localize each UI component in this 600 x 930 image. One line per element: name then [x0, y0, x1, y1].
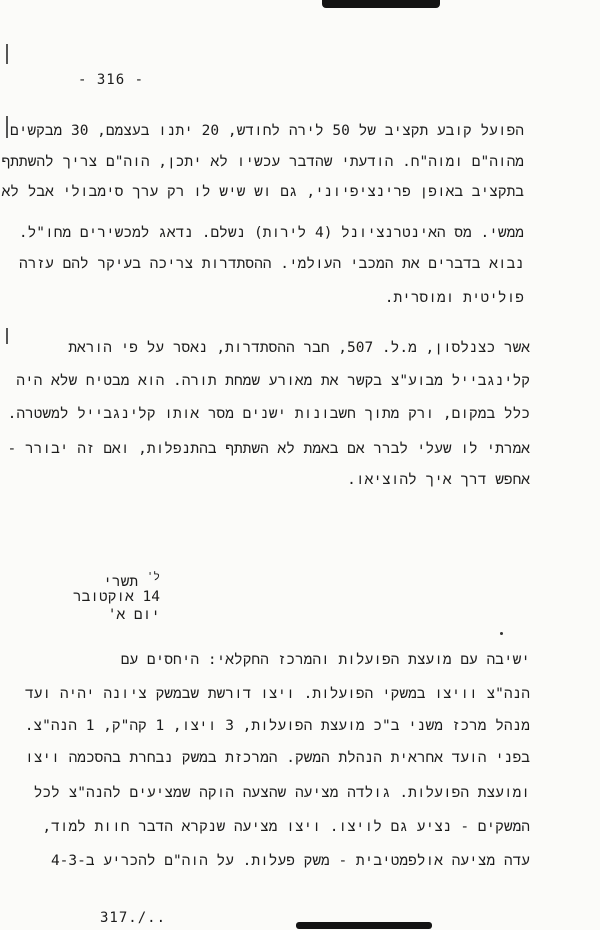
margin-mark [6, 328, 8, 344]
paragraph-2-line: כלל במקום, ורק מתוך חשבונות ישנים מסר אותו קלינגבייל למשטרה. [7, 406, 530, 422]
paragraph-1-line: ממשי. מס האינטרנציונל (4 לירות) נשלם. נדאג למכשירים מחו"ל. [18, 225, 524, 241]
page-number: - 316 - [78, 72, 145, 88]
weekday-marker: ל' [146, 570, 160, 583]
scan-edge-mark-top [322, 0, 440, 8]
paragraph-2-line: אחפש דרך איך להוציאו. [347, 472, 530, 488]
paragraph-3-line: הנה"צ וויצו במשקי הפועלות. ויצו דורשת שבמשק ציונה יהיה ועד [25, 686, 530, 702]
date-gregorian: 14 אוקטובר [72, 589, 160, 605]
continuation-page-ref: 317./.. [100, 910, 167, 926]
paragraph-2-line: אמרתי לו שעלי לברר אם באמת לא השתתף בהתנפלות, ואם זה יבורר - [7, 441, 530, 457]
paragraph-1-line: הפועל קובע תקציב של 50 לירה לחודש, 20 יתנו בעצמם, 30 מבקשים [10, 123, 524, 139]
paragraph-1-line: פוליטית ומוסרית. [384, 290, 524, 306]
paragraph-3-line: המשקים - נציע גם לויצו. ויצו מציעה שנקרא הדבר חוות למוד, [42, 819, 530, 835]
paragraph-1-line: מהוה"ם ומוה"ח. הודעתי שהדבר עכשיו לא יתכן, הוה"ם צריך להשתתף [1, 154, 524, 170]
margin-mark [6, 44, 8, 64]
margin-mark [6, 116, 8, 138]
paragraph-3-line: ישיבה עם מועצת הפועלות והמרכז החקלאי: היחסים עם [120, 652, 530, 668]
hebrew-month: תשרי [103, 573, 139, 590]
paragraph-2-line: אשר כצנלסון, מ.ל. 507, חבר ההסתדרות, נאסר על פי הוראת [68, 340, 530, 356]
paragraph-3-line: בפני הועד אחראית הנהלת המשק. המרכזת במשק נבחרת בהסכמה ויצו [25, 750, 530, 766]
paragraph-1-line: נבוא בדברים את המכבי העולמי. ההסתדרות צריכה בעיקר להם עזרה [19, 256, 524, 272]
paragraph-1-line: בתקציב באופן פרינציפיוני, גם וש שיש לו רק ערך סימבולי אבל לא [1, 184, 524, 200]
paragraph-3-line: עדה מציעה אולפמטיבית - משק פעלות. על הוה"ם להכריע ב-4-3 [50, 853, 530, 869]
ink-speck [500, 632, 503, 635]
scan-edge-mark-bottom [296, 922, 432, 929]
date-weekday: יום א' [107, 607, 160, 623]
paragraph-3-line: ומועצת הפועלות. גולדה מציעה שהצעה הוקה שמציעים להנה"צ לכל [33, 785, 530, 801]
paragraph-3-line: מנהל מרכז משני ב"כ מועצת הפועלות, 3 ויצו, 1 קה"ק, 1 הנה"צ. [24, 718, 530, 734]
paragraph-2-line: קלינגבייל מבוע"צ בקשר את מאורע שמחת תורה. הוא מבטיח שלא היה [16, 373, 530, 389]
